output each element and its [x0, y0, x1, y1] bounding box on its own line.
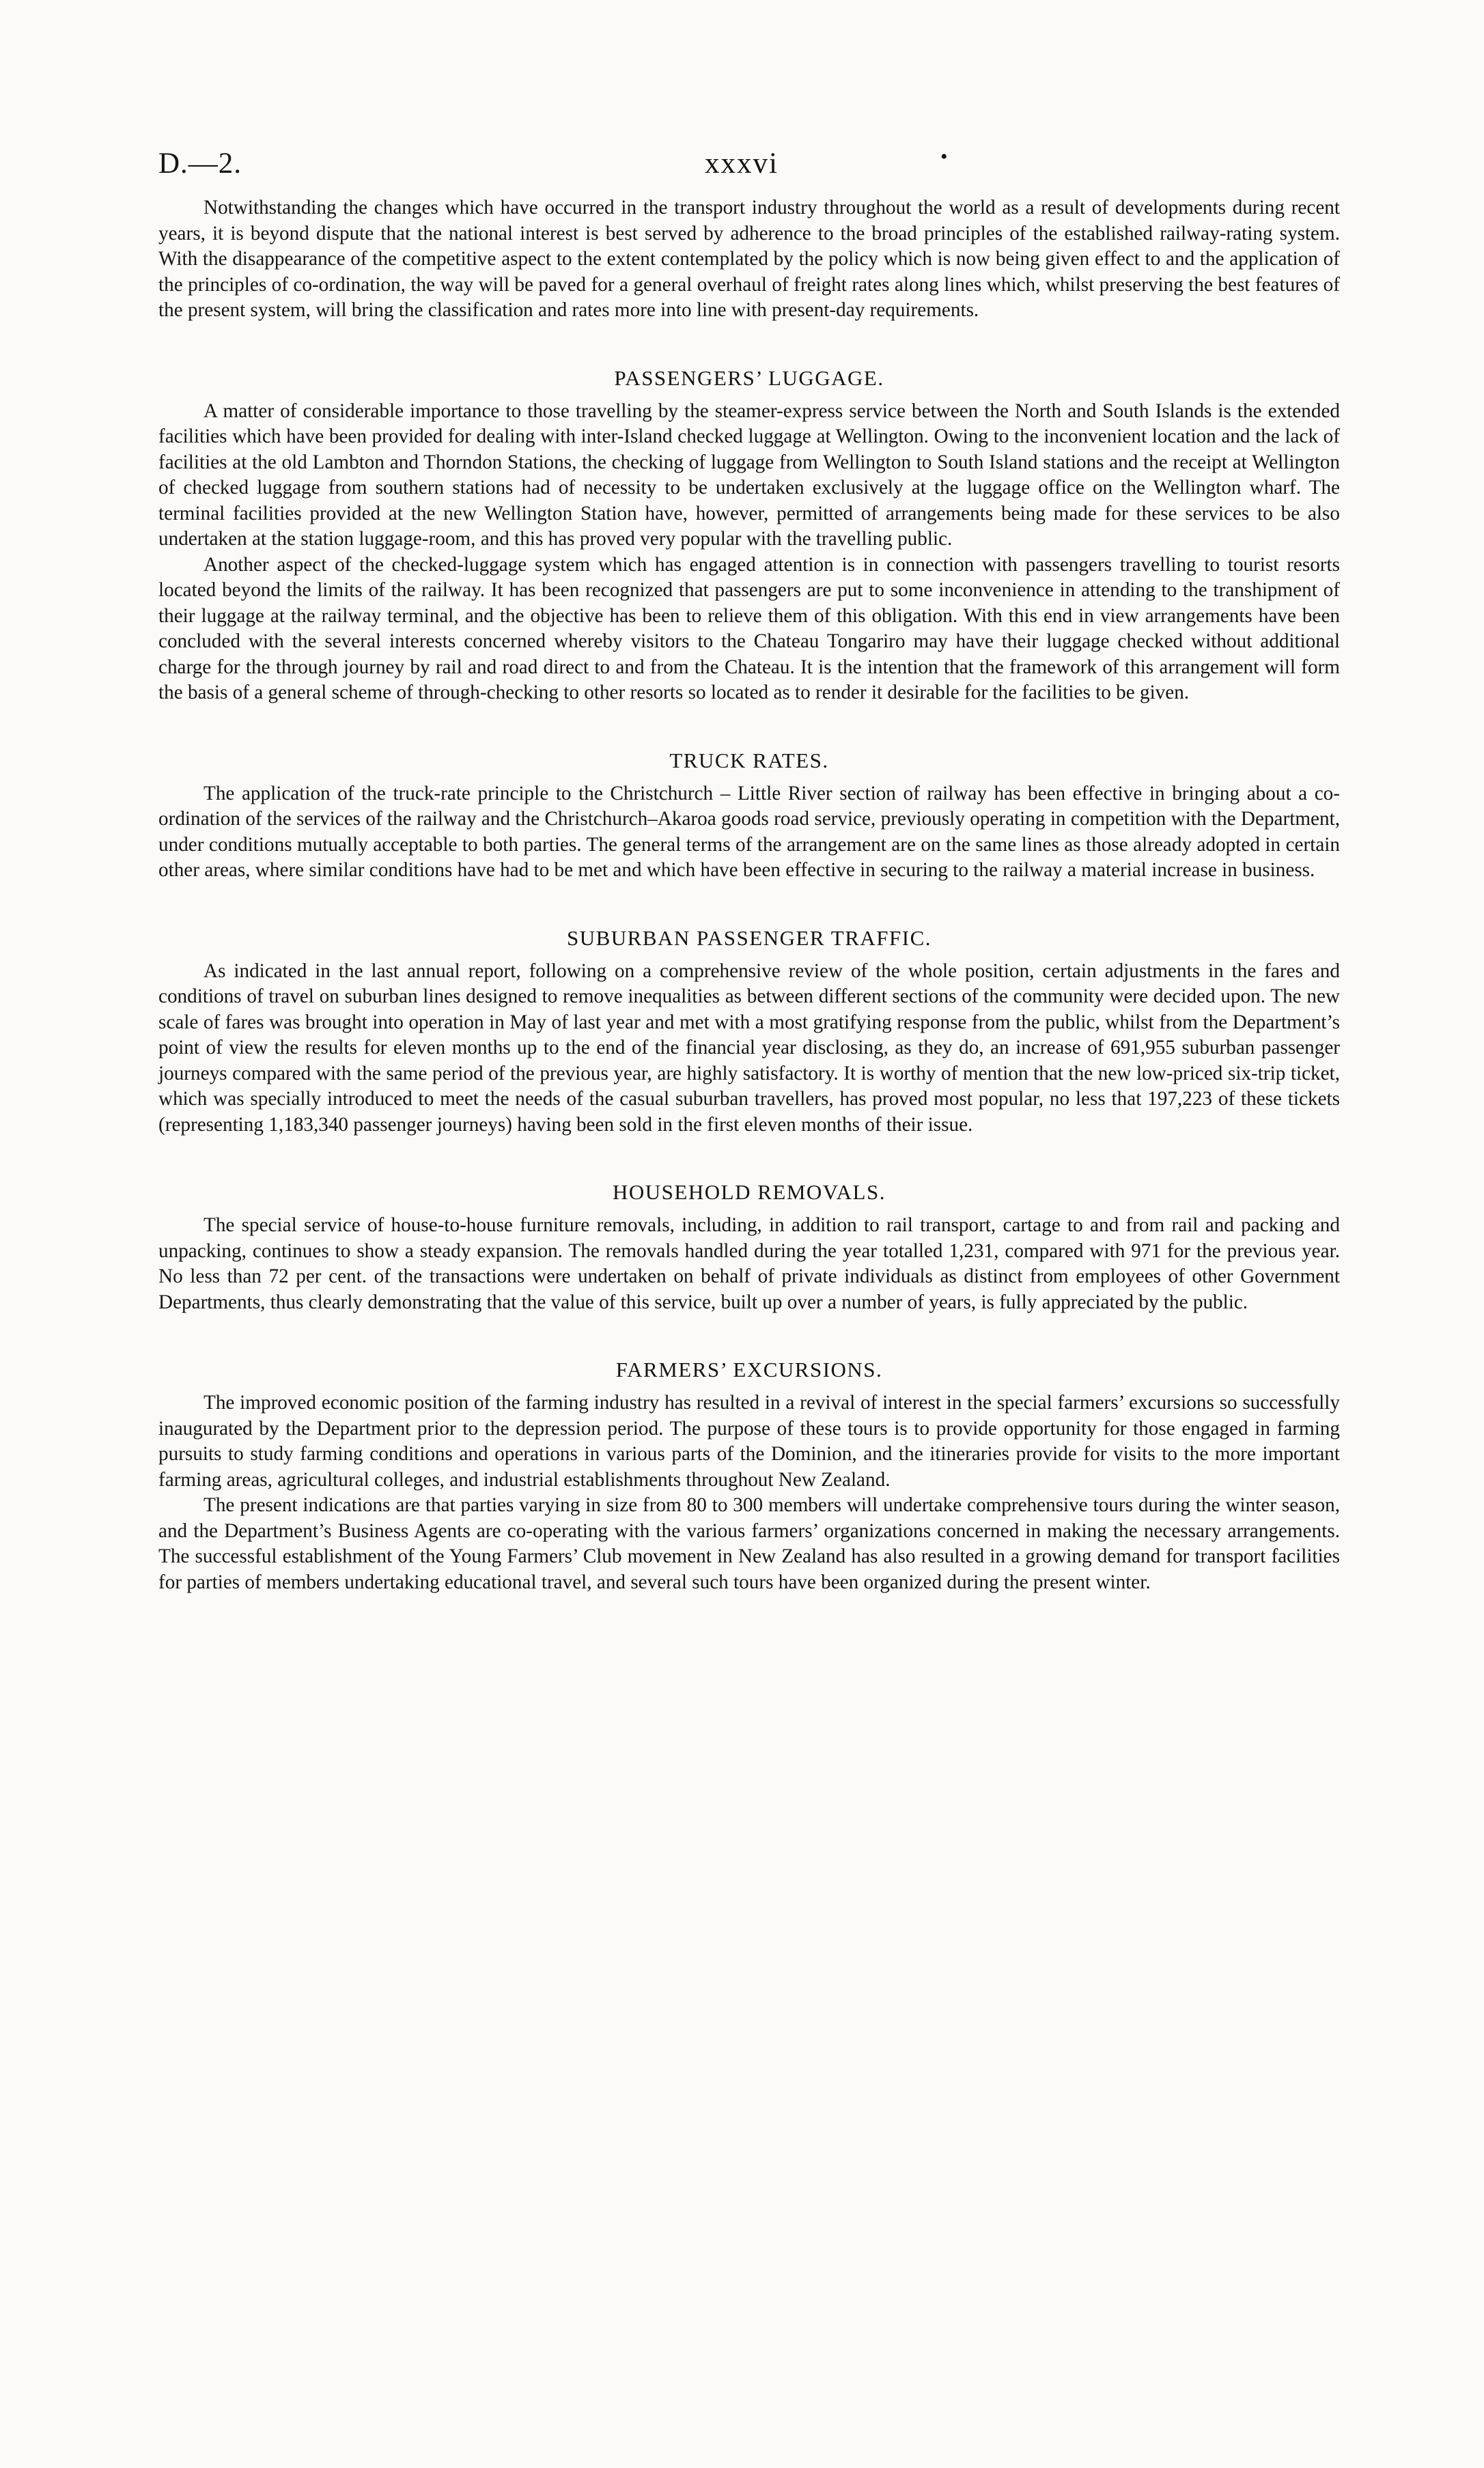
section-truck-rates	[158, 745, 1340, 884]
section-heading: TRUCK RATES.	[669, 748, 829, 772]
intro-paragraph: Notwithstanding the changes which have occurred in the transport industry throughout the world as a result of developments during recent years, it is beyond dispute that the national interest is best served by adherence to the broad principles of the established railway-rating system. With the disappearance of the competitive aspect to the extent contemplated by the policy which is now being given effect to and the application of the principles of co-ordination, the way will be paved for a general overhaul of freight rates along lines which, whilst preserving the best features of the present system, will bring the classification and rates more into line with present-day requirements.	[158, 197, 1340, 321]
section-heading: FARMERS’ EXCURSIONS.	[615, 1358, 883, 1382]
section-heading: HOUSEHOLD REMOVALS.	[613, 1180, 886, 1204]
paragraph: Another aspect of the checked-luggage system which has engaged attention is in connection with passengers travelling to tourist resorts located beyond the limits of the railway. It has been recognized that passengers are put to some inconvenience in attending to the transhipment of their luggage at the railway terminal, and the objective has been to relieve them of this obligation. With this end in view arrangements have been concluded with the several interests concerned whereby visitors to the Chateau Tongariro may have their luggage checked without additional charge for the through journey by rail and road direct to and from the Chateau. It is the intention that the framework of this arrangement will form the basis of a general scheme of through-checking to other resorts so located as to render it desirable for the facilities to be given.	[158, 553, 1340, 703]
paragraph: As indicated in the last annual report, following on a comprehensive review of the whole position, certain adjustments in the fares and conditions of travel on suburban lines designed to remove inequalities as between different sections of the community were decided upon. The new scale of fares was brought into operation in May of last year and met with a most gratifying response from the public, whilst from the Department’s point of view the results for eleven months up to the end of the financial year disclosing, as they do, an increase of 691,955 suburban passenger journeys compared with the same period of the previous year, are highly satisfactory. It is worthy of mention that the new low-priced six-trip ticket, which was specially introduced to meet the needs of the casual suburban travellers, has proved most popular, no less that 197,223 of these tickets (representing 1,183,340 passenger journeys) having been sold in the first eleven months of their issue.	[158, 959, 1340, 1136]
paragraph: The special service of house-to-house furniture removals, including, in addition to rail transport, cartage to and from rail and packing and unpacking, continues to show a steady expansion. The removals handled during the year totalled 1,231, compared with 971 for the previous year. No less than 72 per cent. of the transactions were undertaken on behalf of private individuals as distinct from employees of other Government Departments, thus clearly demonstrating that the value of this service, built up over a number of years, is fully appreciated by the public.	[158, 1214, 1340, 1313]
section-household-removals	[158, 1177, 1340, 1315]
section-passengers-luggage	[158, 363, 1340, 706]
paragraph: The present indications are that parties varying in size from 80 to 300 members will undertake comprehensive tours during the winter season, and the Department’s Business Agents are co-operating with the various farmers’ organizations concerned in making the necessary arrangements. The successful establishment of the Young Farmers’ Club movement in New Zealand has also resulted in a growing demand for transport facilities for parties of members undertaking educational travel, and several such tours have been organized during the present winter.	[158, 1494, 1340, 1593]
header-mark: •	[940, 145, 948, 168]
section-farmers-excursions	[158, 1354, 1340, 1595]
document-reference: D.—2.	[158, 148, 242, 180]
document-body	[158, 195, 1340, 1595]
section-heading: SUBURBAN PASSENGER TRAFFIC.	[566, 925, 932, 950]
page-header	[158, 143, 1347, 184]
section-suburban-passenger-traffic	[158, 923, 1340, 1138]
paragraph: The improved economic position of the farming industry has resulted in a revival of interest in the special farmers’ excursions so successfully inaugurated by the Department prior to the depression period. The purpose of these tours is to provide opportunity for those engaged in farming pursuits to study farming conditions and operations in various parts of the Dominion, and the itineraries provide for visits to the more important farming areas, agricultural colleges, and industrial establishments throughout New Zealand.	[158, 1392, 1340, 1491]
paragraph: A matter of considerable importance to those travelling by the steamer-express service between the North and South Islands is the extended facilities which have been provided for dealing with inter-Island checked luggage at Wellington. Owing to the inconvenient location and the lack of facilities at the old Lambton and Thorndon Stations, the checking of luggage from Wellington to South Island stations and the receipt at Wellington of checked luggage from southern stations had of necessity to be undertaken exclusively at the luggage office on the Wellington wharf. The terminal facilities provided at the new Wellington Station have, however, permitted of arrangements being made for these services to be also undertaken at the station luggage-room, and this has proved very popular with the travelling public.	[158, 399, 1340, 550]
paragraph: The application of the truck-rate principle to the Christchurch – Little River section of railway has been effective in bringing about a co-ordination of the services of the railway and the Christchurch–Akaroa goods road service, previously operating in competition with the Department, under conditions mutually acceptable to both parties. The general terms of the arrangement are on the same lines as those already adopted in certain other areas, where similar conditions have had to be met and which have been effective in securing to the railway a material increase in business.	[158, 782, 1340, 881]
page-number: xxxvi	[705, 148, 779, 180]
section-heading: PASSENGERS’ LUGGAGE.	[614, 365, 884, 390]
